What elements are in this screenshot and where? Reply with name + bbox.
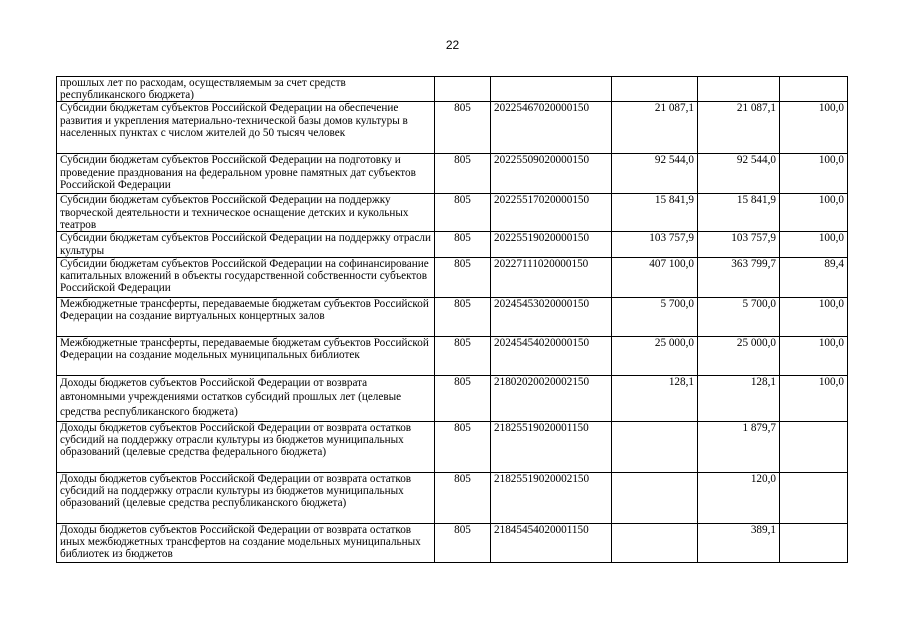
row-fact: 21 087,1 <box>698 102 780 154</box>
row-fact: 25 000,0 <box>698 336 780 375</box>
row-plan: 407 100,0 <box>612 257 698 297</box>
table-row <box>57 154 848 194</box>
row-name: Субсидии бюджетам субъектов Российской Федерации на софинансирование капитальных вложений в объекты государственной собственности субъектов Российской Федерации <box>57 257 435 297</box>
table-row <box>57 421 848 472</box>
row-budget-code: 20227111020000150 <box>491 257 612 297</box>
row-plan <box>612 421 698 472</box>
row-budget-code: 20225509020000150 <box>491 154 612 194</box>
row-admin-code: 805 <box>435 297 491 336</box>
row-fact: 103 757,9 <box>698 232 780 257</box>
row-name: Субсидии бюджетам субъектов Российской Федерации на поддержку творческой деятельности и техническое оснащение детских и кукольных театров <box>57 194 435 232</box>
row-name: Субсидии бюджетам субъектов Российской Федерации на подготовку и проведение празднования на федеральном уровне памятных дат субъектов Российской Федерации <box>57 154 435 194</box>
row-budget-code: 20245453020000150 <box>491 297 612 336</box>
row-budget-code: 21825519020001150 <box>491 421 612 472</box>
row-fact: 15 841,9 <box>698 194 780 232</box>
row-name: Межбюджетные трансферты, передаваемые бюджетам субъектов Российской Федерации на создание виртуальных концертных залов <box>57 297 435 336</box>
table-row <box>57 472 848 523</box>
row-admin-code: 805 <box>435 232 491 257</box>
row-percent <box>780 523 848 562</box>
row-percent <box>780 421 848 472</box>
table-row <box>57 194 848 232</box>
row-fact: 363 799,7 <box>698 257 780 297</box>
row-name: Доходы бюджетов субъектов Российской Федерации от возврата автономными учреждениями остатков субсидий прошлых лет (целевые средства республиканского бюджета) <box>57 375 435 421</box>
row-name: Доходы бюджетов субъектов Российской Федерации от возврата остатков субсидий на поддержку отрасли культуры из бюджетов муниципальных образований (целевые средства федерального бюджета) <box>57 421 435 472</box>
row-admin-code: 805 <box>435 472 491 523</box>
row-plan: 103 757,9 <box>612 232 698 257</box>
row-admin-code: 805 <box>435 257 491 297</box>
table-row <box>57 297 848 336</box>
row-admin-code: 805 <box>435 336 491 375</box>
row-budget-code: 20245454020000150 <box>491 336 612 375</box>
table-row <box>57 77 848 102</box>
row-plan <box>612 77 698 102</box>
row-name: прошлых лет по расходам, осуществляемым за счет средств республиканского бюджета) <box>57 77 435 102</box>
row-plan <box>612 523 698 562</box>
row-name: Субсидии бюджетам субъектов Российской Федерации на поддержку отрасли культуры <box>57 232 435 257</box>
row-admin-code <box>435 77 491 102</box>
row-percent: 100,0 <box>780 194 848 232</box>
row-fact: 128,1 <box>698 375 780 421</box>
table-row <box>57 257 848 297</box>
row-fact: 120,0 <box>698 472 780 523</box>
row-budget-code: 21825519020002150 <box>491 472 612 523</box>
page-number: 22 <box>445 38 460 52</box>
row-admin-code: 805 <box>435 194 491 232</box>
row-plan <box>612 472 698 523</box>
row-admin-code: 805 <box>435 154 491 194</box>
row-fact: 5 700,0 <box>698 297 780 336</box>
row-name: Субсидии бюджетам субъектов Российской Федерации на обеспечение развития и укрепления материально-технической базы домов культуры в населенных пунктах с числом жителей до 50 тысяч человек <box>57 102 435 154</box>
row-budget-code: 20225519020000150 <box>491 232 612 257</box>
row-plan: 128,1 <box>612 375 698 421</box>
row-admin-code: 805 <box>435 102 491 154</box>
row-percent: 100,0 <box>780 102 848 154</box>
row-plan: 15 841,9 <box>612 194 698 232</box>
row-percent: 89,4 <box>780 257 848 297</box>
row-percent: 100,0 <box>780 375 848 421</box>
table-row <box>57 523 848 562</box>
row-budget-code: 20225467020000150 <box>491 102 612 154</box>
row-percent <box>780 472 848 523</box>
table-row <box>57 232 848 257</box>
row-budget-code: 20225517020000150 <box>491 194 612 232</box>
row-admin-code: 805 <box>435 375 491 421</box>
row-admin-code: 805 <box>435 421 491 472</box>
row-budget-code: 21845454020001150 <box>491 523 612 562</box>
row-name: Межбюджетные трансферты, передаваемые бюджетам субъектов Российской Федерации на создание модельных муниципальных библиотек <box>57 336 435 375</box>
row-fact: 92 544,0 <box>698 154 780 194</box>
row-name: Доходы бюджетов субъектов Российской Федерации от возврата остатков субсидий на поддержку отрасли культуры из бюджетов муниципальных образований (целевые средства республиканского бюджета) <box>57 472 435 523</box>
table-row <box>57 375 848 421</box>
row-admin-code: 805 <box>435 523 491 562</box>
row-percent: 100,0 <box>780 154 848 194</box>
budget-table <box>56 76 848 563</box>
row-name: Доходы бюджетов субъектов Российской Федерации от возврата остатков иных межбюджетных трансфертов на создание модельных муниципальных библиотек из бюджетов <box>57 523 435 562</box>
row-budget-code: 21802020020002150 <box>491 375 612 421</box>
row-fact <box>698 77 780 102</box>
table-row <box>57 102 848 154</box>
row-percent <box>780 77 848 102</box>
row-percent: 100,0 <box>780 336 848 375</box>
row-plan: 25 000,0 <box>612 336 698 375</box>
row-plan: 92 544,0 <box>612 154 698 194</box>
row-fact: 1 879,7 <box>698 421 780 472</box>
row-plan: 21 087,1 <box>612 102 698 154</box>
row-percent: 100,0 <box>780 232 848 257</box>
row-plan: 5 700,0 <box>612 297 698 336</box>
row-percent: 100,0 <box>780 297 848 336</box>
row-budget-code <box>491 77 612 102</box>
row-fact: 389,1 <box>698 523 780 562</box>
table-row <box>57 336 848 375</box>
